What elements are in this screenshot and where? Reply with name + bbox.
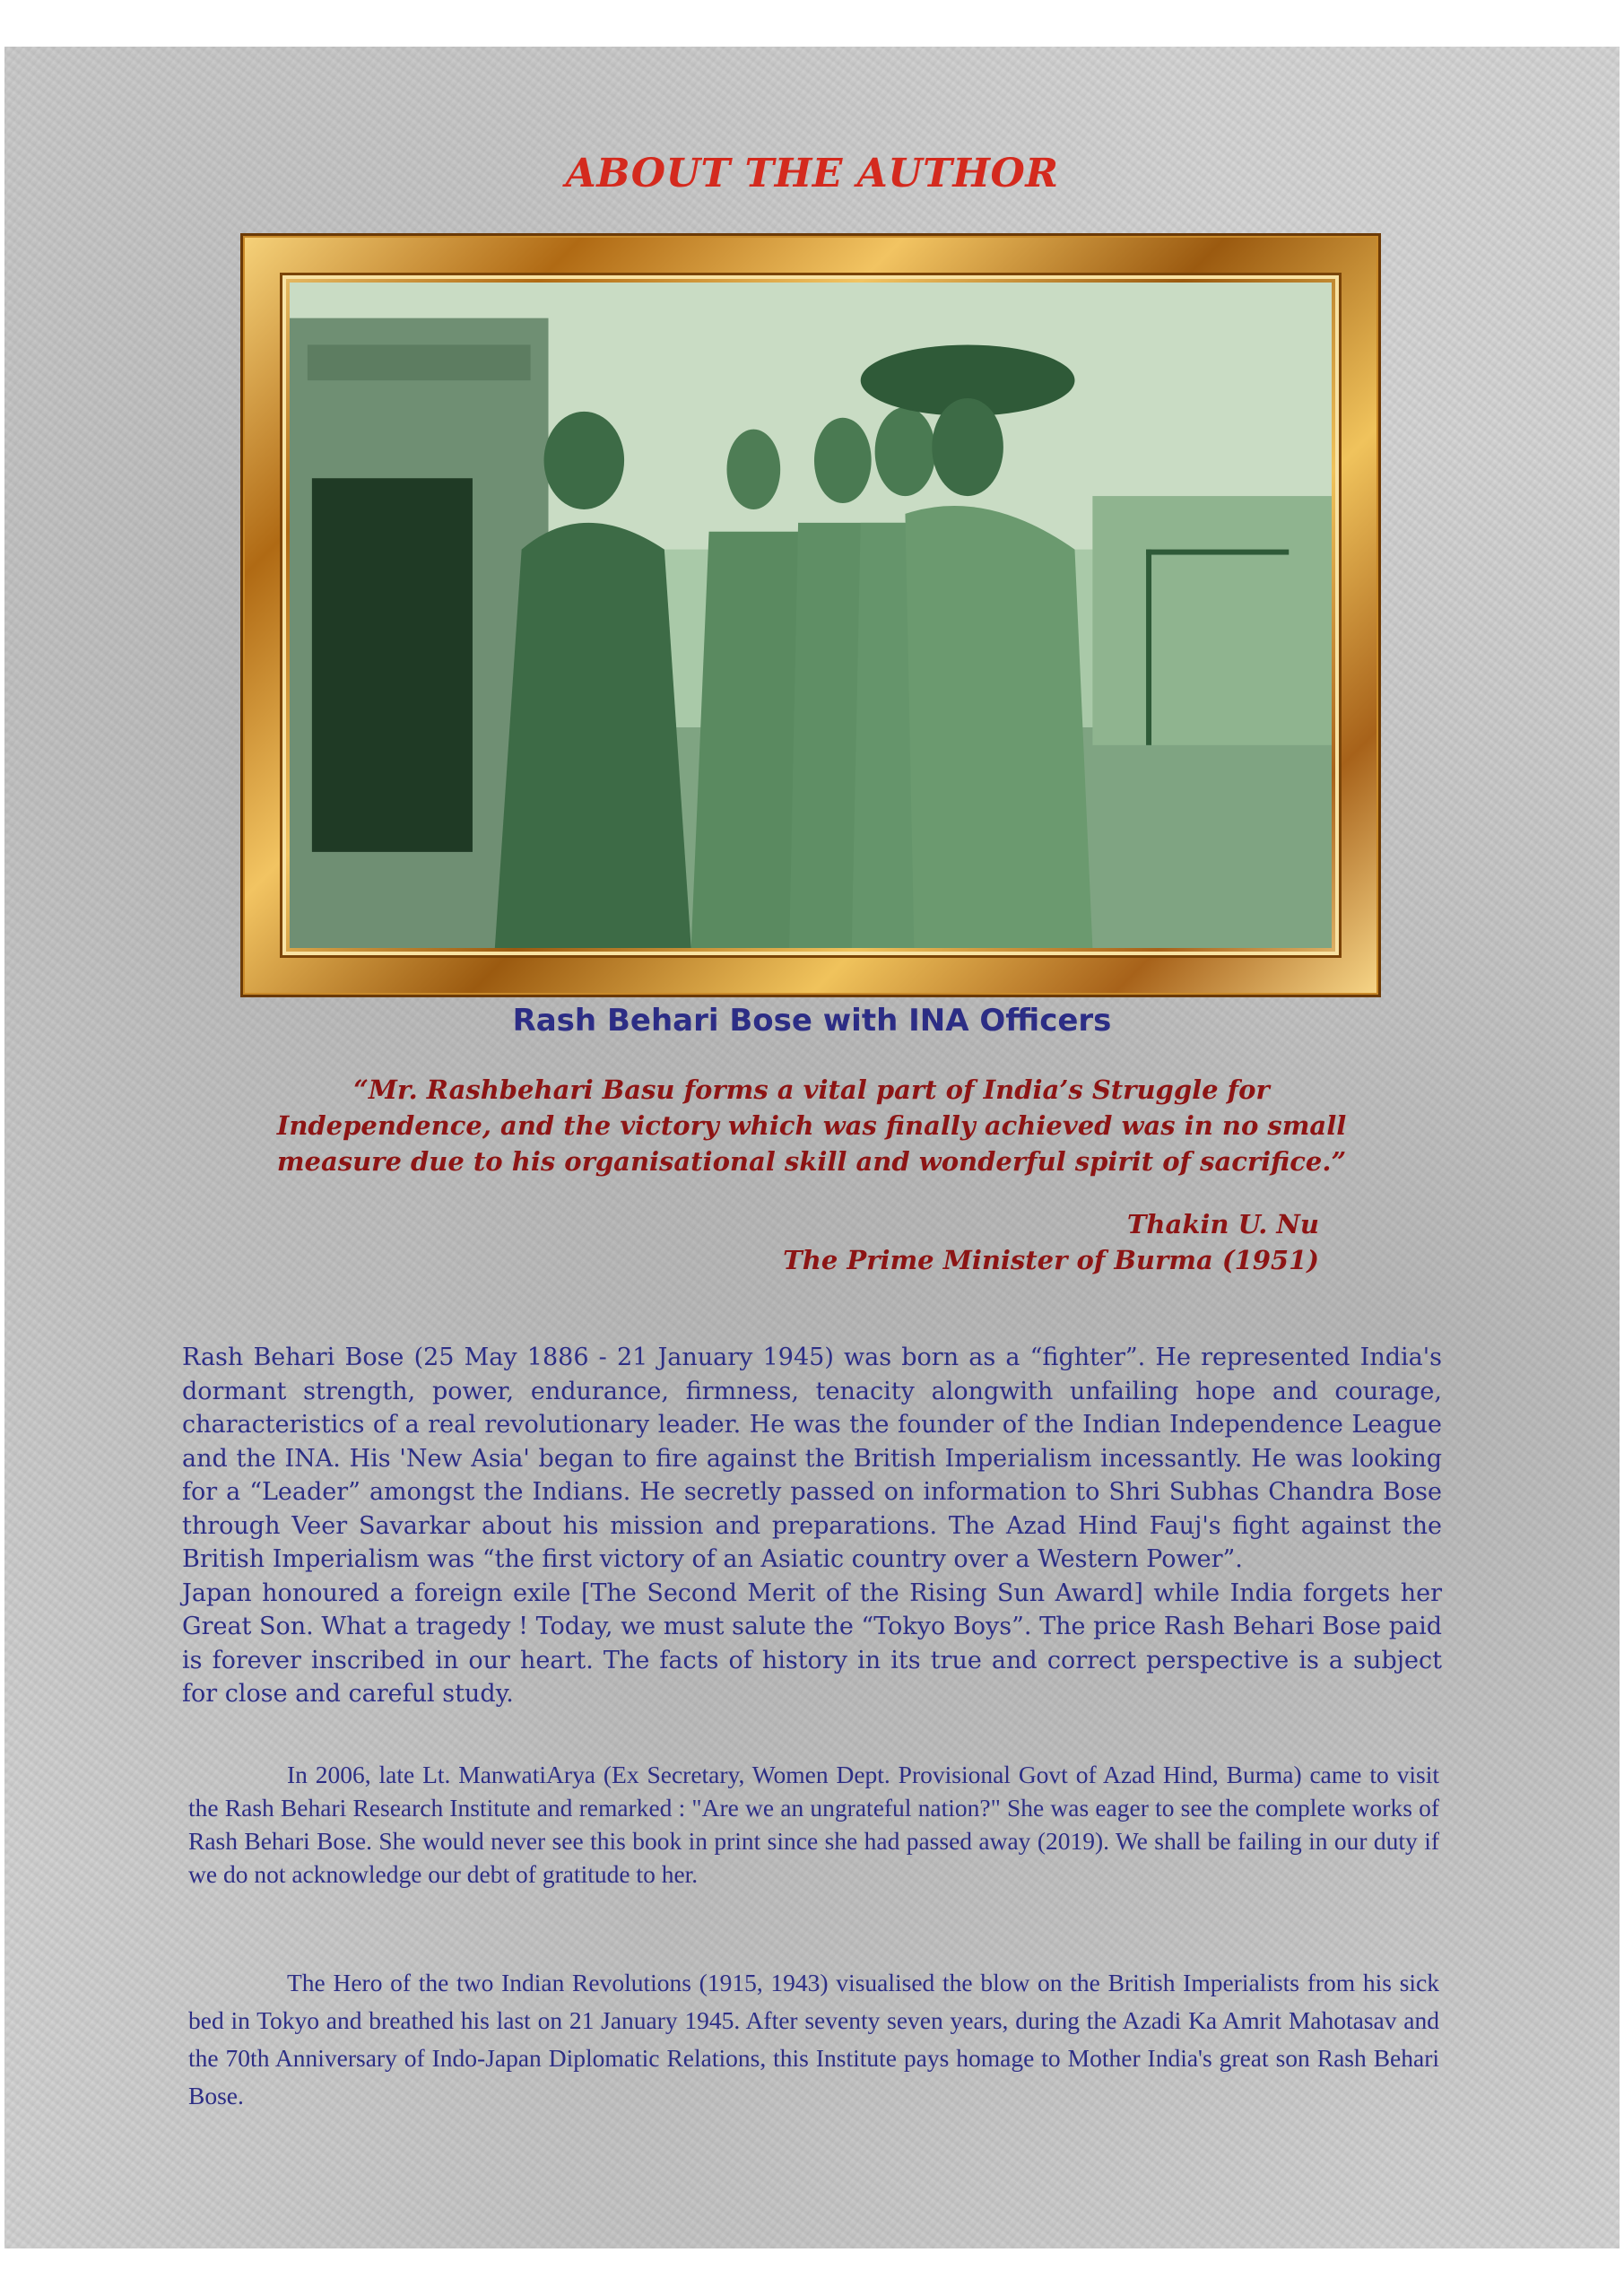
- quote-author-title: The Prime Minister of Burma (1951): [783, 1245, 1319, 1275]
- biography-section: [182, 1341, 1442, 1711]
- quote-attribution: [783, 1206, 1319, 1278]
- tribute-paragraph: [188, 1758, 1439, 1891]
- photo-illustration: [290, 283, 1332, 948]
- biography-paragraph: Japan honoured a foreign exile [The Second Merit of the Rising Sun Award] while India forgets her Great Son. What a tragedy ! Today, we must salute the “Tokyo Boys”. The price Rash Behari Bose paid is forever inscribed in our heart. The facts of history in its true and correct perspective is a subject for close and careful study.: [182, 1578, 1442, 1708]
- homage-text: The Hero of the two Indian Revolutions (1915, 1943) visualised the blow on the British Imperialists from his sick bed in Tokyo and breathed his last on 21 January 1945. After seventy seven years, during the Azadi Ka Amrit Mahotasav and the 70th Anniversary of Indo-Japan Diplomatic Relations, this Institute pays homage to Mother India's great son Rash Behari Bose.: [188, 1969, 1439, 2109]
- tribute-text: In 2006, late Lt. ManwatiArya (Ex Secretary, Women Dept. Provisional Govt of Azad Hind, Burma) came to visit the Rash Behari Research Institute and remarked : "Are we an ungrateful nation?" She was eager to see the complete works of Rash Behari Bose. She would never see this book in print since she had passed away (2019). We shall be failing in our duty if we do not acknowledge our debt of gratitude to her.: [188, 1761, 1439, 1888]
- quote-text: “Mr. Rashbehari Basu forms a vital part of India’s Struggle for Independence, and the victory which was finally achieved was in no small measure due to his organisational skill and wonderful spirit of sacrifice.”: [276, 1074, 1347, 1177]
- quote-author: Thakin U. Nu: [1126, 1209, 1319, 1239]
- page-title: ABOUT THE AUTHOR: [565, 151, 1059, 196]
- historical-photo: [290, 283, 1332, 948]
- gold-picture-frame: [240, 233, 1381, 997]
- photo-caption: Rash Behari Bose with INA Officers: [512, 1003, 1112, 1039]
- biography-paragraph: Rash Behari Bose (25 May 1886 - 21 January 1945) was born as a “fighter”. He represented India's dormant strength, power, endurance, firmness, tenacity alongwith unfailing hope and courage, characteristics of a real revolutionary leader. He was the founder of the Indian Independence League and the INA. His 'New Asia' began to fire against the British Imperialism incessantly. He was looking for a “Leader” amongst the Indians. He secretly passed on information to Shri Subhas Chandra Bose through Veer Savarkar about his mission and preparations. The Azad Hind Fauj's fight against the British Imperialism was “the first victory of an Asiatic country over a Western Power”.: [182, 1344, 1442, 1573]
- homage-paragraph: [188, 1964, 1439, 2115]
